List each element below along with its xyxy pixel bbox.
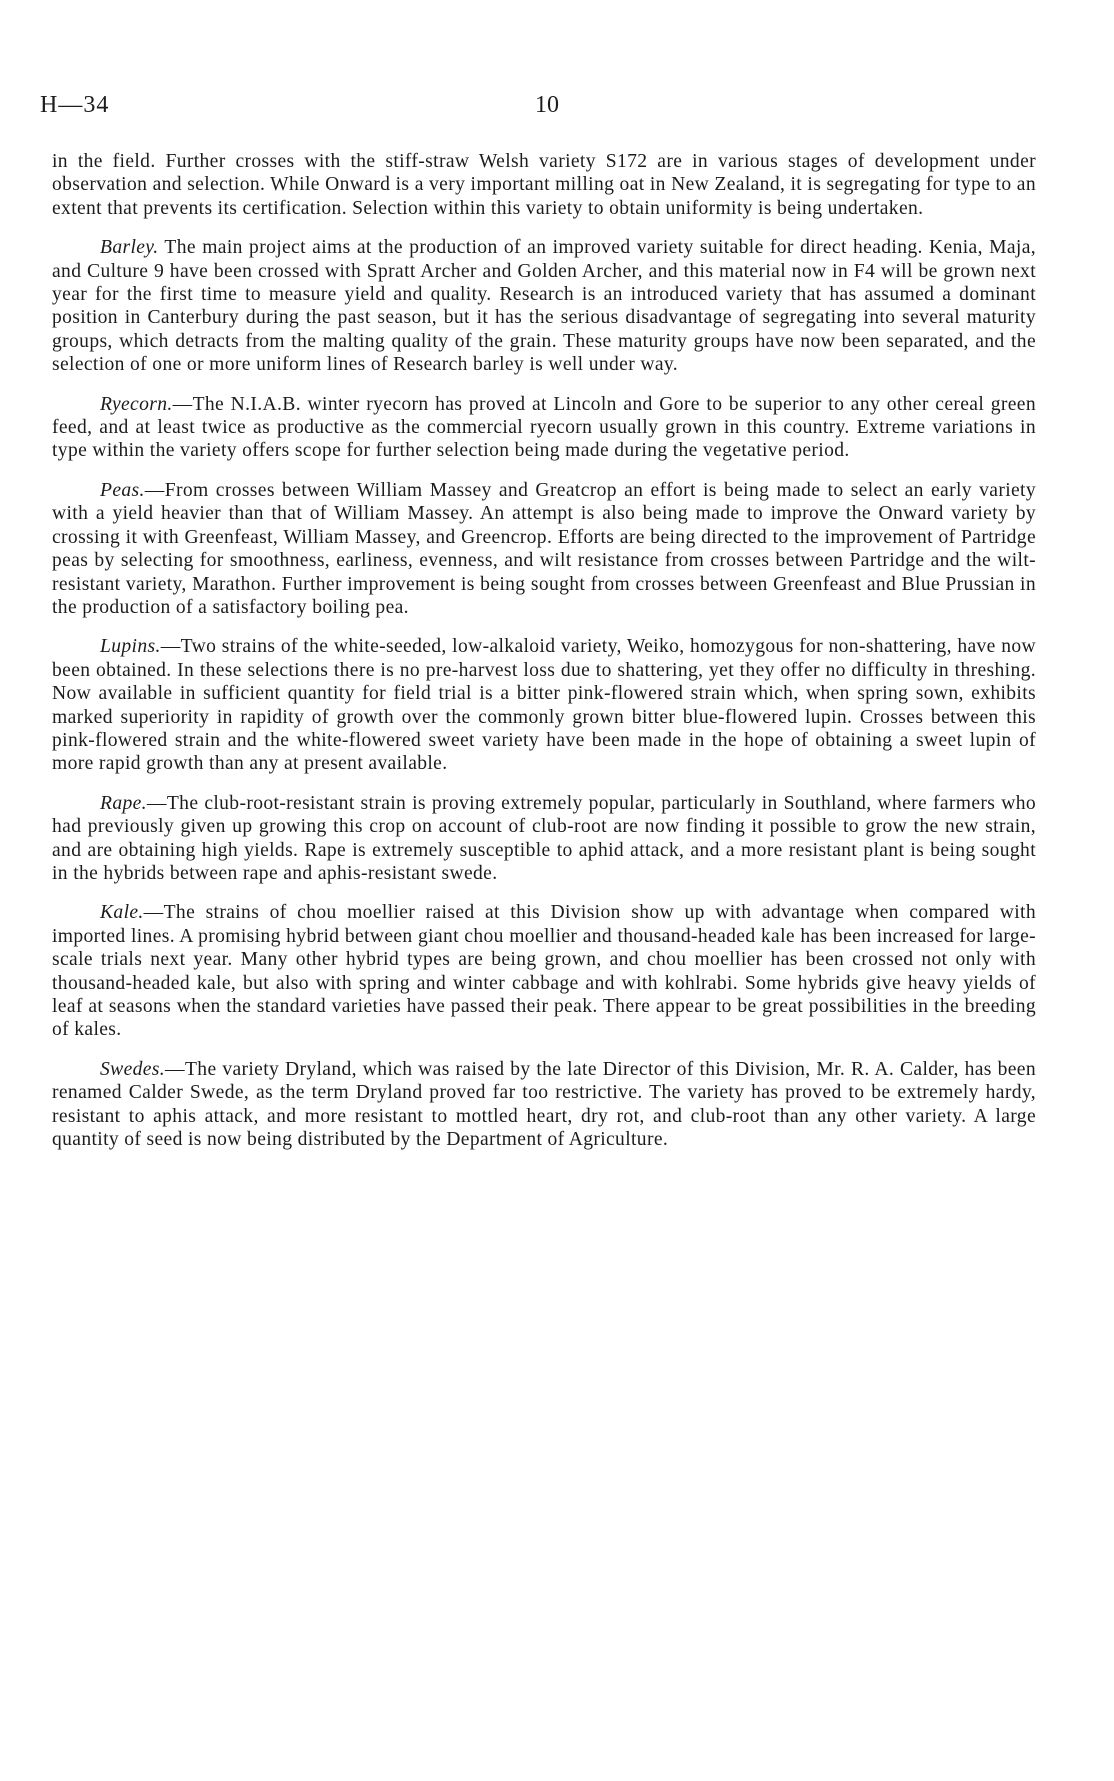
- paragraph-ryecorn: [52, 393, 1036, 463]
- paragraph-text: —The N.I.A.B. winter ryecorn has proved at Lincoln and Gore to be superior to any other cereal green feed, and at least twice as productive as the commercial ryecorn usually grown in this country. Extreme variations in type within the variety offers scope for further selection being made during the vegetative period.: [52, 393, 1036, 462]
- paragraph-peas: [52, 479, 1036, 619]
- paragraph-text: —Two strains of the white-seeded, low-alkaloid variety, Weiko, homozygous for non-shattering, have now been obtained. In these selections there is no pre-harvest loss due to shattering, yet they offer no difficulty in threshing. Now available in sufficient quantity for field trial is a bitter pink-flowered strain which, when spring sown, exhibits marked superiority in rapidity of growth over the commonly grown bitter blue-flowered lupin. Crosses between this pink-flowered strain and the white-flowered sweet variety have been made in the hope of obtaining a sweet lupin of more rapid growth than any at present available.: [52, 636, 1036, 775]
- document-reference: H—34: [40, 92, 110, 118]
- paragraph-rape: [52, 792, 1036, 886]
- paragraph-oats-continued: [52, 150, 1036, 220]
- paragraph-text: —From crosses between William Massey and Greatcrop an effort is being made to select an early variety with a yield heavier than that of William Massey. An attempt is also being made to improve the Onward variety by crossing it with Greenfeast, William Massey, and Greencrop. Efforts are being directed to the improvement of Partridge peas by selecting for smoothness, earliness, evenness, and wilt resistance from crosses between Partridge and the wilt-resistant variety, Marathon. Further improvement is being sought from crosses between Greenfeast and Blue Prussian in the production of a satisfactory boiling pea.: [52, 479, 1036, 618]
- page-number: 10: [535, 92, 559, 118]
- paragraph-swedes: [52, 1058, 1036, 1152]
- section-heading-barley: Barley.: [100, 237, 159, 259]
- page-header: [40, 92, 1040, 132]
- paragraph-kale: [52, 901, 1036, 1041]
- section-heading-kale: Kale.: [100, 902, 144, 924]
- paragraph-text: —The club-root-resistant strain is proving extremely popular, particularly in Southland, where farmers who had previously given up growing this crop on account of club-root are now finding it possible to grow the new strain, and are obtaining high yields. Rape is extremely susceptible to aphid attack, and a more resistant plant is being sought in the hybrids between rape and aphis-resistant swede.: [52, 792, 1036, 884]
- paragraph-text: in the field. Further crosses with the stiff-straw Welsh variety S172 are in various stages of development under observation and selection. While Onward is a very important milling oat in New Zealand, it is segregating for type to an extent that prevents its certification. Selection within this variety to obtain uniformity is being undertaken.: [52, 151, 1036, 219]
- paragraph-text: —The variety Dryland, which was raised by the late Director of this Division, Mr. R. A. Calder, has been renamed Calder Swede, as the term Dryland proved far too restrictive. The variety has proved to be extremely hardy, resistant to aphis attack, and more resistant to mottled heart, dry rot, and club-root than any other variety. A large quantity of seed is now being distributed by the Department of Agriculture.: [52, 1058, 1036, 1151]
- paragraph-barley: [52, 236, 1036, 376]
- section-heading-ryecorn: Ryecorn.: [100, 393, 173, 415]
- section-heading-swedes: Swedes.: [100, 1058, 166, 1080]
- section-heading-rape: Rape.: [100, 792, 147, 814]
- paragraph-lupins: [52, 635, 1036, 775]
- section-heading-peas: Peas.: [100, 479, 145, 501]
- section-heading-lupins: Lupins.: [100, 636, 161, 658]
- paragraph-text: The main project aims at the production of an improved variety suitable for direct heading. Kenia, Maja, and Culture 9 have been crossed with Spratt Archer and Golden Archer, and this material now in F4 will be grown next year for the first time to measure yield and quality. Research is an introduced variety that has assumed a dominant position in Canterbury during the past season, but it has the serious disadvantage of segregating into several maturity groups, which detracts from the malting quality of the grain. These maturity groups have now been separated, and the selection of one or more uniform lines of Research barley is well under way.: [52, 237, 1036, 376]
- body-text: [52, 150, 1036, 1167]
- paragraph-text: —The strains of chou moellier raised at this Division show up with advantage when compared with imported lines. A promising hybrid between giant chou moellier and thousand-headed kale has been increased for large-scale trials next year. Many other hybrid types are being grown, and chou moellier has been crossed not only with thousand-headed kale, but also with spring and winter cabbage and with kohlrabi. Some hybrids give heavy yields of leaf at seasons when the standard varieties have passed their peak. There appear to be great possibilities in the breeding of kales.: [52, 902, 1036, 1041]
